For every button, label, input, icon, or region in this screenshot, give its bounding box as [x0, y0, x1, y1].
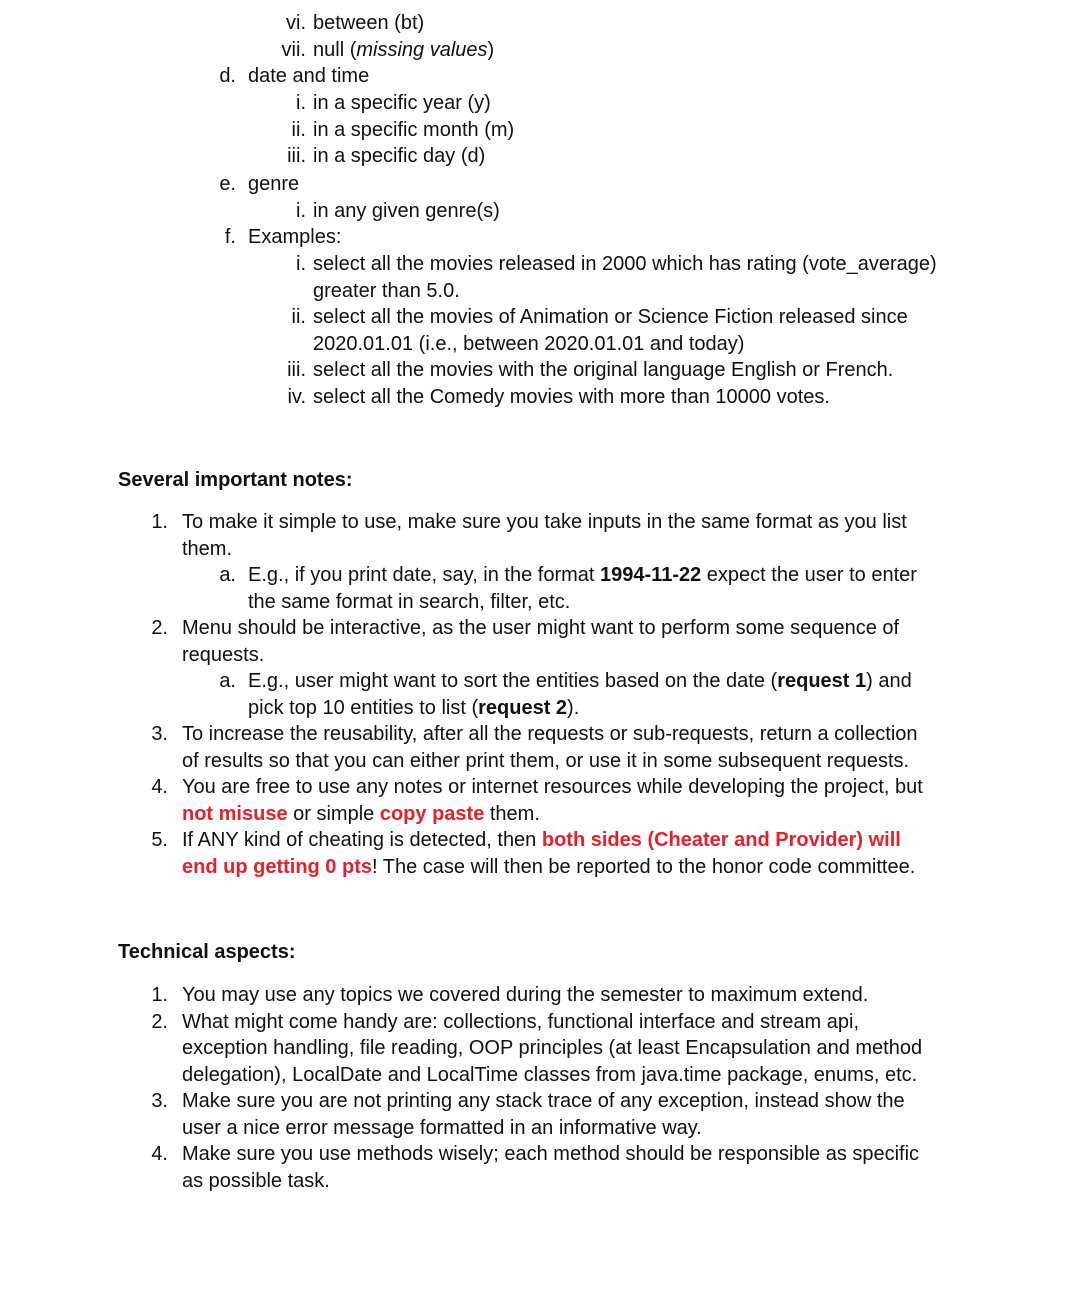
examples-list [262, 251, 1032, 410]
technical-item: 1. You may use any topics we covered during the semester to maximum extend. [151, 984, 869, 1006]
list-item: iii. in a specific day (d) [287, 145, 486, 167]
note-subitem: a. E.g., user might want to sort the entities based on the date (request 1) and pick top 10 entities to list (request 2). [219, 670, 912, 719]
list-item: ii. in a specific month (m) [291, 118, 515, 141]
list-item: i. select all the movies released in 2000 which has rating (vote_average) greater than 5.0. [296, 253, 937, 302]
note-item: 5. If ANY kind of cheating is detected, then both sides (Cheater and Provider) will end up getting 0 pts! The case will then be reported to the honor code committee. [151, 829, 916, 878]
list-item: vi. between (bt) [286, 12, 425, 34]
list-item: vii. null (missing values) [281, 38, 495, 61]
notes-list [140, 509, 1010, 880]
filter-list-genre [262, 198, 1022, 225]
technical-list [140, 982, 1010, 1194]
technical-heading: Technical aspects: [118, 941, 296, 963]
notes-heading: Several important notes: [118, 469, 353, 491]
examples-section: f. Examples: [224, 226, 342, 248]
note-item: 1. To make it simple to use, make sure you take inputs in the same format as you list them. [151, 511, 907, 560]
filter-list-c-continued [262, 10, 1022, 63]
list-item: ii. select all the movies of Animation or Science Fiction released since 2020.01.01 (i.e., between 2020.01.01 and today) [291, 306, 908, 355]
note-subitem: a. E.g., if you print date, say, in the format 1994-11-22 expect the user to enter the same format in search, filter, etc. [219, 564, 917, 613]
list-item: iv. select all the Comedy movies with more than 10000 votes. [287, 385, 830, 408]
filter-list-date [262, 90, 1022, 170]
note-item: 4. You are free to use any notes or internet resources while developing the project, but not misuse or simple copy paste them. [151, 776, 923, 825]
filter-section-genre: e. genre [219, 173, 300, 195]
technical-item: 2. What might come handy are: collections, functional interface and stream api, exception handling, file reading, OOP principles (at least Encapsulation and method delegation), LocalDate and LocalTime classes from java.time package, enums, etc. [151, 1010, 923, 1086]
list-item: i. in any given genre(s) [296, 200, 500, 222]
filter-section-date: d. date and time [219, 65, 370, 87]
list-item: i. in a specific year (y) [296, 92, 491, 114]
technical-item: 3. Make sure you are not printing any stack trace of any exception, instead show the user a nice error message formatted in an informative way. [151, 1090, 905, 1139]
list-item: iii. select all the movies with the original language English or French. [287, 359, 894, 381]
note-item: 3. To increase the reusability, after all the requests or sub-requests, return a collection of results so that you can either print them, or use it in some subsequent requests. [151, 723, 918, 772]
note-item: 2. Menu should be interactive, as the user might want to perform some sequence of requests. [151, 617, 900, 666]
technical-item: 4. Make sure you use methods wisely; each method should be responsible as specific as possible task. [151, 1143, 920, 1192]
